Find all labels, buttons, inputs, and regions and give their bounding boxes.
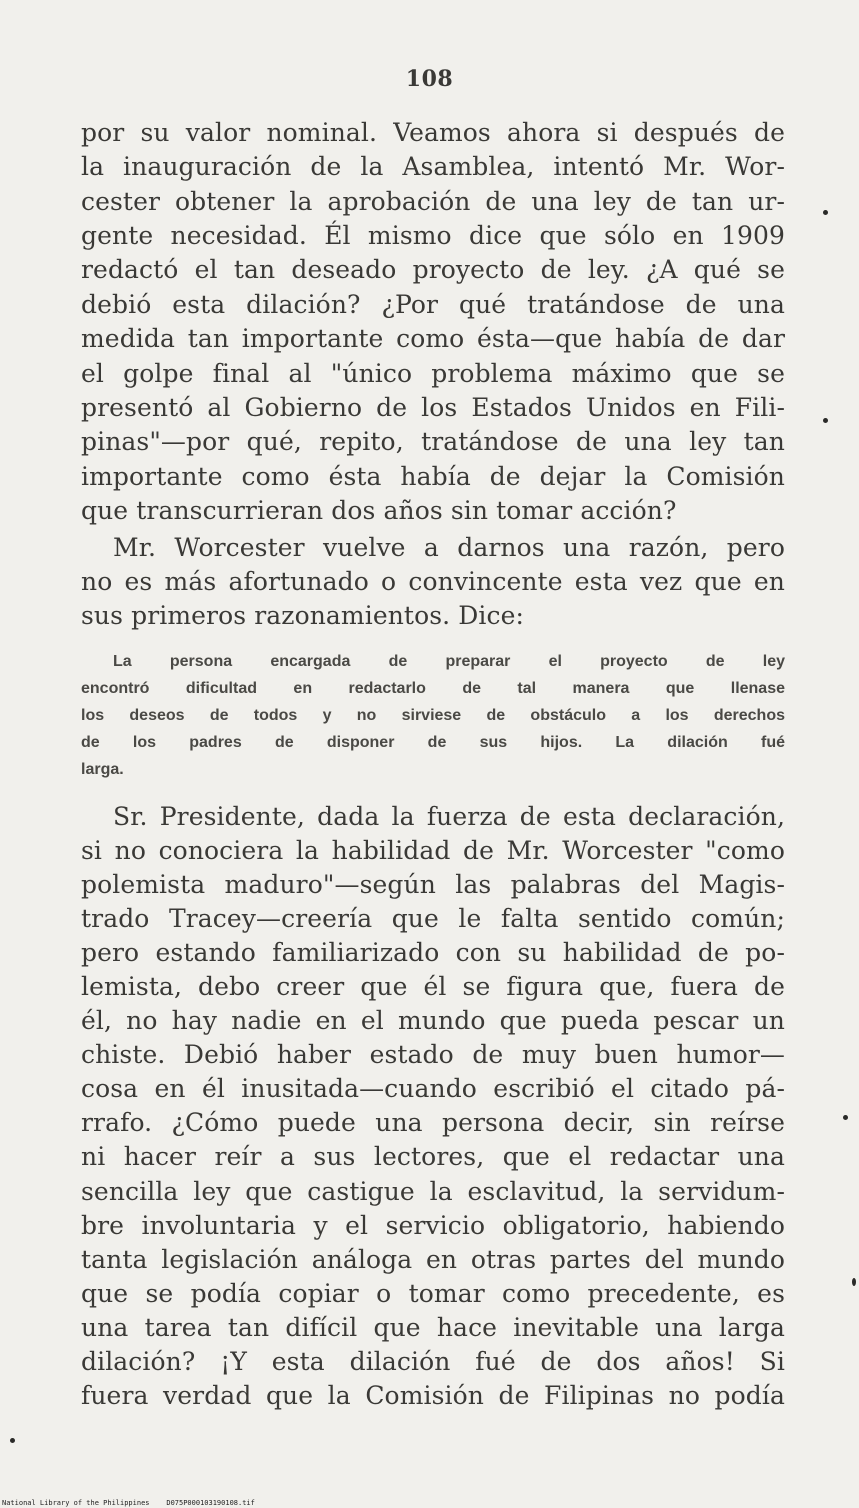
text-line: rrafo. ¿Cómo puede una persona decir, sin reírse [81, 1108, 785, 1137]
text-line: cosa en él inusitada—cuando escribió el citado pá- [81, 1074, 785, 1103]
text-line: Sr. Presidente, dada la fuerza de esta declaración, [113, 802, 785, 831]
text-line: gente necesidad. Él mismo dice que sólo en 1909 [81, 221, 785, 250]
text-line: el golpe final al "único problema máximo que se [81, 359, 785, 388]
text-line: pero estando familiarizado con su habilidad de po- [81, 938, 785, 967]
scan-footer-label: National Library of the Philippines D075P000103190108.tif [2, 1499, 255, 1507]
text-line: redactó el tan deseado proyecto de ley. ¿A qué se [81, 255, 785, 284]
text-line: medida tan importante como ésta—que había de dar [81, 324, 785, 353]
text-line: por su valor nominal. Veamos ahora si después de [81, 118, 785, 147]
text-line: la inauguración de la Asamblea, intentó Mr. Wor- [81, 152, 785, 181]
text-line: sus primeros razonamientos. Dice: [81, 601, 524, 630]
scan-speck [852, 1278, 856, 1286]
text-line: una tarea tan difícil que hace inevitable una larga [81, 1313, 785, 1342]
text-line: que se podía copiar o tomar como precedente, es [81, 1279, 785, 1308]
text-line: lemista, debo creer que él se figura que, fuera de [81, 972, 785, 1001]
page-number: 108 [405, 66, 454, 92]
scan-speck [843, 1115, 848, 1120]
text-line: él, no hay nadie en el mundo que pueda pescar un [81, 1006, 785, 1035]
quote-line: larga. [81, 761, 124, 778]
scan-speck [10, 1438, 15, 1443]
scan-speck [823, 210, 828, 215]
quote-line: La persona encargada de preparar el proyecto de ley [113, 653, 785, 670]
quote-line: encontró dificultad en redactarlo de tal manera que llenase [81, 680, 785, 697]
text-line: trado Tracey—creería que le falta sentido común; [81, 904, 785, 933]
quote-line: los deseos de todos y no sirviese de obstáculo a los derechos [81, 707, 785, 724]
text-line: tanta legislación análoga en otras partes del mundo [81, 1245, 785, 1274]
text-line: sencilla ley que castigue la esclavitud, la servidum- [81, 1177, 785, 1206]
text-line: presentó al Gobierno de los Estados Unidos en Fili- [81, 393, 785, 422]
text-line: fuera verdad que la Comisión de Filipinas no podía [81, 1381, 785, 1410]
scan-speck [823, 418, 828, 423]
text-line: chiste. Debió haber estado de muy buen humor— [81, 1040, 785, 1069]
text-line: importante como ésta había de dejar la Comisión [81, 462, 785, 491]
text-line: que transcurrieran dos años sin tomar acción? [81, 496, 677, 525]
text-line: bre involuntaria y el servicio obligatorio, habiendo [81, 1211, 785, 1240]
text-line: Mr. Worcester vuelve a darnos una razón, pero [113, 533, 785, 562]
quote-line: de los padres de disponer de sus hijos. La dilación fué [81, 734, 785, 751]
text-line: no es más afortunado o convincente esta vez que en [81, 567, 785, 596]
text-line: debió esta dilación? ¿Por qué tratándose de una [81, 290, 785, 319]
text-line: pinas"—por qué, repito, tratándose de una ley tan [81, 427, 785, 456]
text-line: ni hacer reír a sus lectores, que el redactar una [81, 1142, 785, 1171]
text-line: polemista maduro"—según las palabras del Magis- [81, 870, 785, 899]
text-line: si no conociera la habilidad de Mr. Worcester "como [81, 836, 785, 865]
text-line: dilación? ¡Y esta dilación fué de dos años! Si [81, 1347, 785, 1376]
text-line: cester obtener la aprobación de una ley de tan ur- [81, 187, 785, 216]
